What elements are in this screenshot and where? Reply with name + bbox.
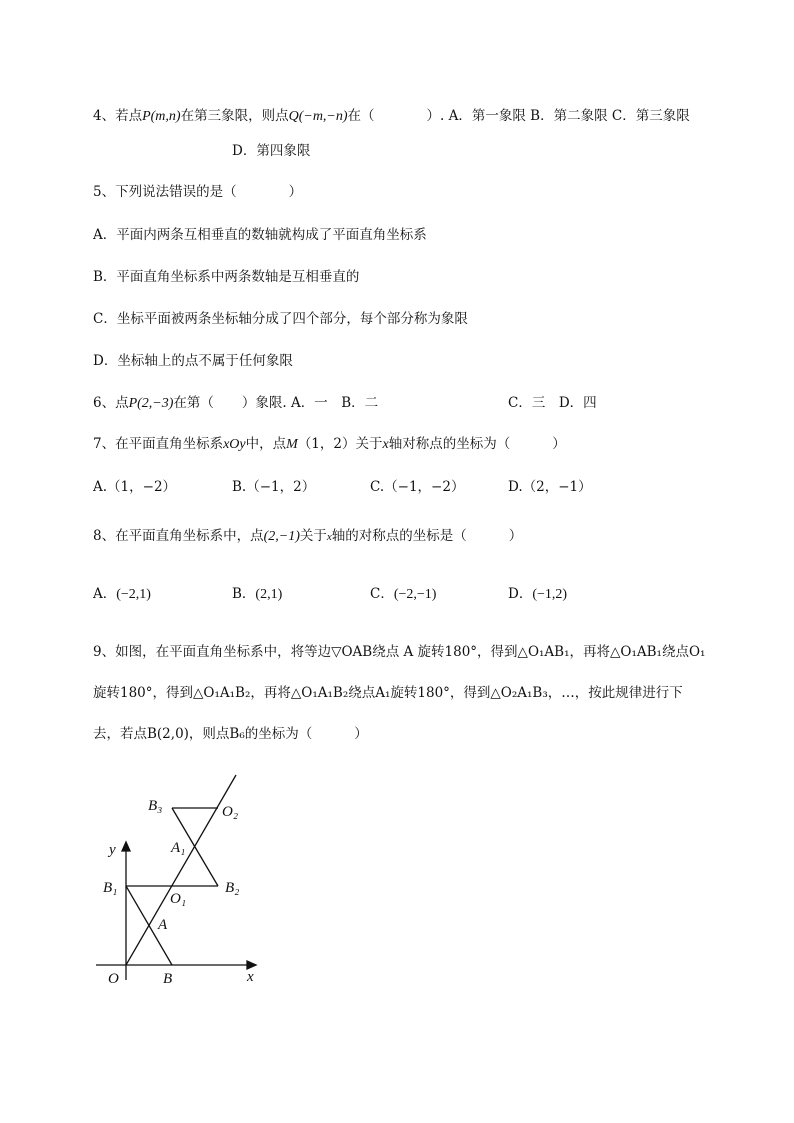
segment-a1-b2 xyxy=(195,847,218,886)
x-axis-arrow xyxy=(247,961,256,969)
q7-option-d: D.（2，−1） xyxy=(508,479,592,495)
q7-option-c: C.（−1，−2） xyxy=(370,479,465,495)
q7-option-b: B.（−1，2） xyxy=(232,479,316,495)
q9-line3: 去，若点B(2,0)，则点B₆的坐标为（ ） xyxy=(93,726,368,742)
q4-line1: 4、若点P(m,n)在第三象限，则点Q(−m,−n)在（ ）. A．第一象限 B．第二象限 C．第三象限 xyxy=(93,108,690,124)
q9-line2: 旋转180°，得到△O₁A₁B₂，再将△O₁A₁B₂绕点A₁旋转180°，得到△O₂A₁B₃，…，按此规律进行下 xyxy=(93,685,683,701)
q5-option-c: C．坐标平面被两条坐标轴分成了四个部分，每个部分称为象限 xyxy=(93,311,468,327)
label-o1: O₁ xyxy=(170,891,187,907)
y-axis-arrow xyxy=(122,842,130,851)
q4-line2: D．第四象限 xyxy=(232,143,311,159)
q8-stem: 8、在平面直角坐标系中，点(2,−1)关于x轴的对称点的坐标是（ ） xyxy=(93,528,523,544)
diagonal-line xyxy=(126,775,239,965)
label-b3: B₃ xyxy=(148,798,163,814)
q7-option-a: A.（1，−2） xyxy=(93,479,177,495)
q8-option-a: A．(−2,1) xyxy=(93,586,151,602)
label-o: O xyxy=(108,971,119,987)
q6-options-cd: C．三 D．四 xyxy=(508,395,597,411)
label-b: B xyxy=(163,971,173,987)
q9-line1: 9、如图，在平面直角坐标系中，将等边▽OAB绕点 A 旋转180°，得到△O₁AB₁，再将△O₁AB₁绕点O₁ xyxy=(93,644,706,660)
q8-option-b: B．(2,1) xyxy=(232,586,283,602)
q4-point-p: P(m,n) xyxy=(142,109,181,124)
q6-line: 6、点P(2,−3)在第（ ）象限. A．一 B．二 xyxy=(93,395,379,411)
segment-b1-b xyxy=(126,886,172,965)
label-b1: B₁ xyxy=(103,880,118,896)
q8-option-c: C．(−2,−1) xyxy=(370,586,437,602)
label-a: A xyxy=(158,917,168,933)
q5-option-a: A．平面内两条互相垂直的数轴就构成了平面直角坐标系 xyxy=(93,227,427,243)
label-y: y xyxy=(109,842,116,858)
q8-point: (2,−1) xyxy=(263,529,300,544)
label-x: x xyxy=(247,969,254,985)
q5-stem: 5、下列说法错误的是（ ） xyxy=(93,184,303,200)
q8-option-d: D．(−1,2) xyxy=(508,586,568,602)
q4-point-q: Q(−m,−n) xyxy=(288,109,348,124)
label-a1: A₁ xyxy=(171,840,186,856)
segment-b3-a1 xyxy=(172,808,195,847)
q6-point: P(2,−3) xyxy=(128,396,174,411)
q5-option-d: D．坐标轴上的点不属于任何象限 xyxy=(93,353,293,369)
q5-option-b: B．平面直角坐标系中两条数轴是互相垂直的 xyxy=(93,269,360,285)
q7-stem: 7、在平面直角坐标系xOy中，点M（1，2）关于x轴对称点的坐标为（ ） xyxy=(93,436,566,452)
label-o2: O₂ xyxy=(222,804,239,820)
label-b2: B₂ xyxy=(225,880,240,896)
